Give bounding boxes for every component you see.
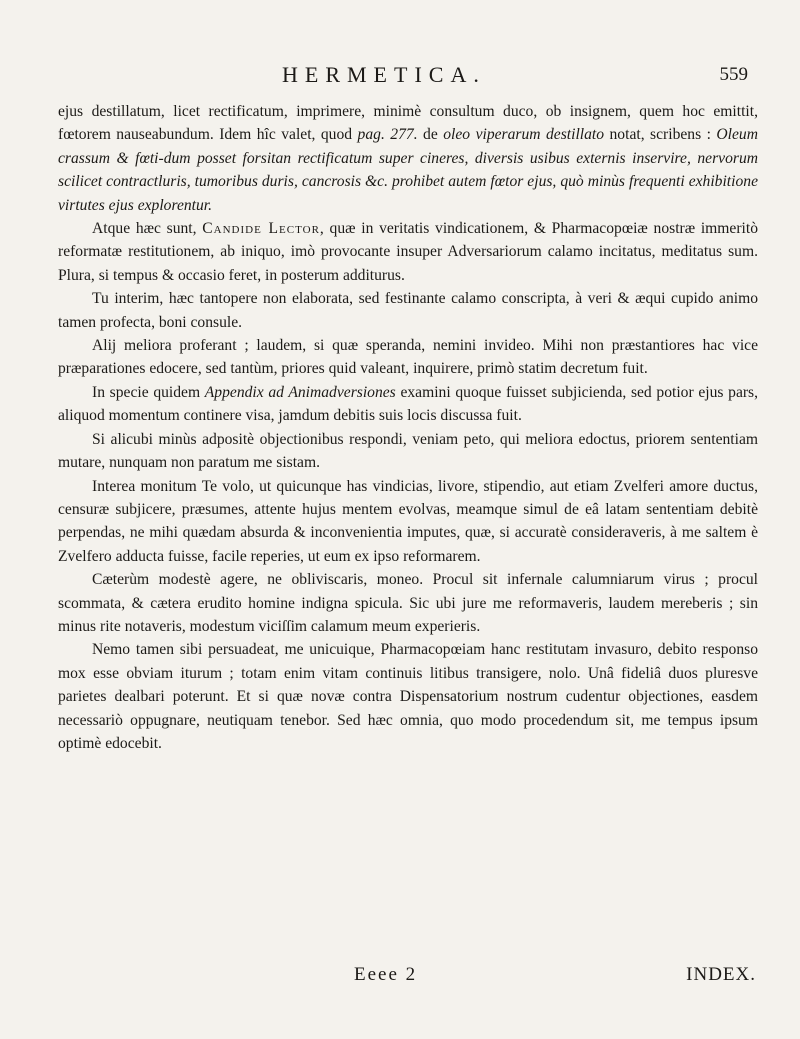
text-run: Nemo tamen sibi persuadeat, me unicuique, Pharmacopœiam hanc restitutam invasuro, debito responso mox esse obviam iturum ; totam enim vitam continuis litibus transigere, nolo. Unâ fideliâ duos pluresve parietes dealbari poterunt. Et si quæ novæ contra Dispensatorium nostrum cudentur objectiones, easdem necessariò oppugnare, neutiquam tenebor. Sed hæc omnia, quo modo procedendum sit, me tempus ipsum optimè edocebit. bbox=[58, 641, 758, 752]
catchword: INDEX. bbox=[686, 964, 756, 985]
italic-text: pag. 277. bbox=[357, 126, 418, 144]
text-run: Si alicubi minùs adpositè objectionibus respondi, veniam peto, qui meliora edoctus, priorem sententiam mutare, nunquam non paratum me sistam. bbox=[58, 430, 758, 472]
body-text bbox=[58, 100, 758, 755]
paragraph bbox=[58, 568, 758, 638]
text-run: ejus destillatum, licet rectificatum, imprimere, minimè consultum duco, ob insignem, quem hoc emittit, fœtorem nauseabundum. Idem hîc valet, quod bbox=[58, 103, 758, 144]
text-run: notat, scribens : bbox=[604, 126, 717, 144]
paragraph bbox=[58, 100, 758, 217]
text-run: In specie quidem bbox=[92, 383, 205, 401]
text-run: Atque hæc sunt, bbox=[92, 220, 203, 238]
text-run: examini quoque fuisset subjicienda, sed potior ejus pars, aliquod momentum continere visa, jamdum debitis suis locis discussa fuit. bbox=[58, 383, 759, 425]
italic-text: oleo viperarum destillato bbox=[443, 126, 605, 144]
paragraph bbox=[58, 428, 758, 475]
text-run: de bbox=[417, 126, 444, 144]
text-run: Cæterùm modestè agere, ne obliviscaris, moneo. Procul sit infernale calumniarum virus ; procul scommata, & cætera erudito homine indigna spicula. Sic ubi jure me reformaveris, laudem mereberis ; sin minus rite notaveris, modestum viciſſim calamum meum experieris. bbox=[58, 571, 758, 635]
text-run: Interea monitum Te volo, ut quicunque has vindicias, livore, stipendio, aut etiam Zvelferi amore ductus, censuræ subjicere, præsumes, attente hujus mentem evolvas, meamque simul de eâ latam sententiam debitè perpendas, ne mihi quædam absurda & inconvenientia imputes, quæ, si accuratè consideraveris, à me saltem è Zvelfero adducta fuisse, facile reperies, ut eum ex ipso reformarem. bbox=[58, 477, 758, 565]
page-footer bbox=[58, 964, 758, 994]
running-head bbox=[58, 62, 760, 90]
paragraph bbox=[58, 287, 758, 334]
italic-text: Oleum crassum & fœti-dum posset forsitan rectificatum super cineres, diversis usibus externis inservire, nervorum scilicet contractluris, tumoribus duris, cancrosis &c. prohibet autem fœtor ejus, quò minùs frequenti exhibitione virtutes ejus explorentur. bbox=[58, 126, 758, 214]
paragraph bbox=[58, 334, 758, 381]
paragraph bbox=[58, 475, 758, 569]
small-caps-text: Candide Lector bbox=[202, 220, 320, 238]
italic-text: Appendix ad Animadversiones bbox=[204, 383, 396, 401]
paragraph bbox=[58, 217, 758, 287]
text-run: Alij meliora proferant ; laudem, si quæ speranda, nemini invideo. Mihi non præstantiores hac vice præparationes edocere, sed tantùm, priores quid valeant, inquirere, primò statim decretum fuit. bbox=[58, 337, 758, 378]
paragraph bbox=[58, 381, 758, 428]
page-number: 559 bbox=[719, 64, 748, 85]
text-run: Tu interim, hæc tantopere non elaborata, sed festinante calamo conscripta, à veri & æqui cupido animo tamen profecta, boni consule. bbox=[58, 290, 758, 331]
text-run: , quæ in veritatis vindicationem, & Pharmacopœiæ nostræ immeritò reformatæ restitutionem, ab iniquo, imò provocante insuper Adversariorum calamo incitatus, meditatus sum. Plura, si tempus & occasio feret, in posterum additurus. bbox=[58, 220, 758, 284]
running-title: HERMETICA. bbox=[282, 62, 486, 87]
paragraph bbox=[58, 638, 758, 755]
signature-mark: Eeee 2 bbox=[354, 964, 418, 985]
